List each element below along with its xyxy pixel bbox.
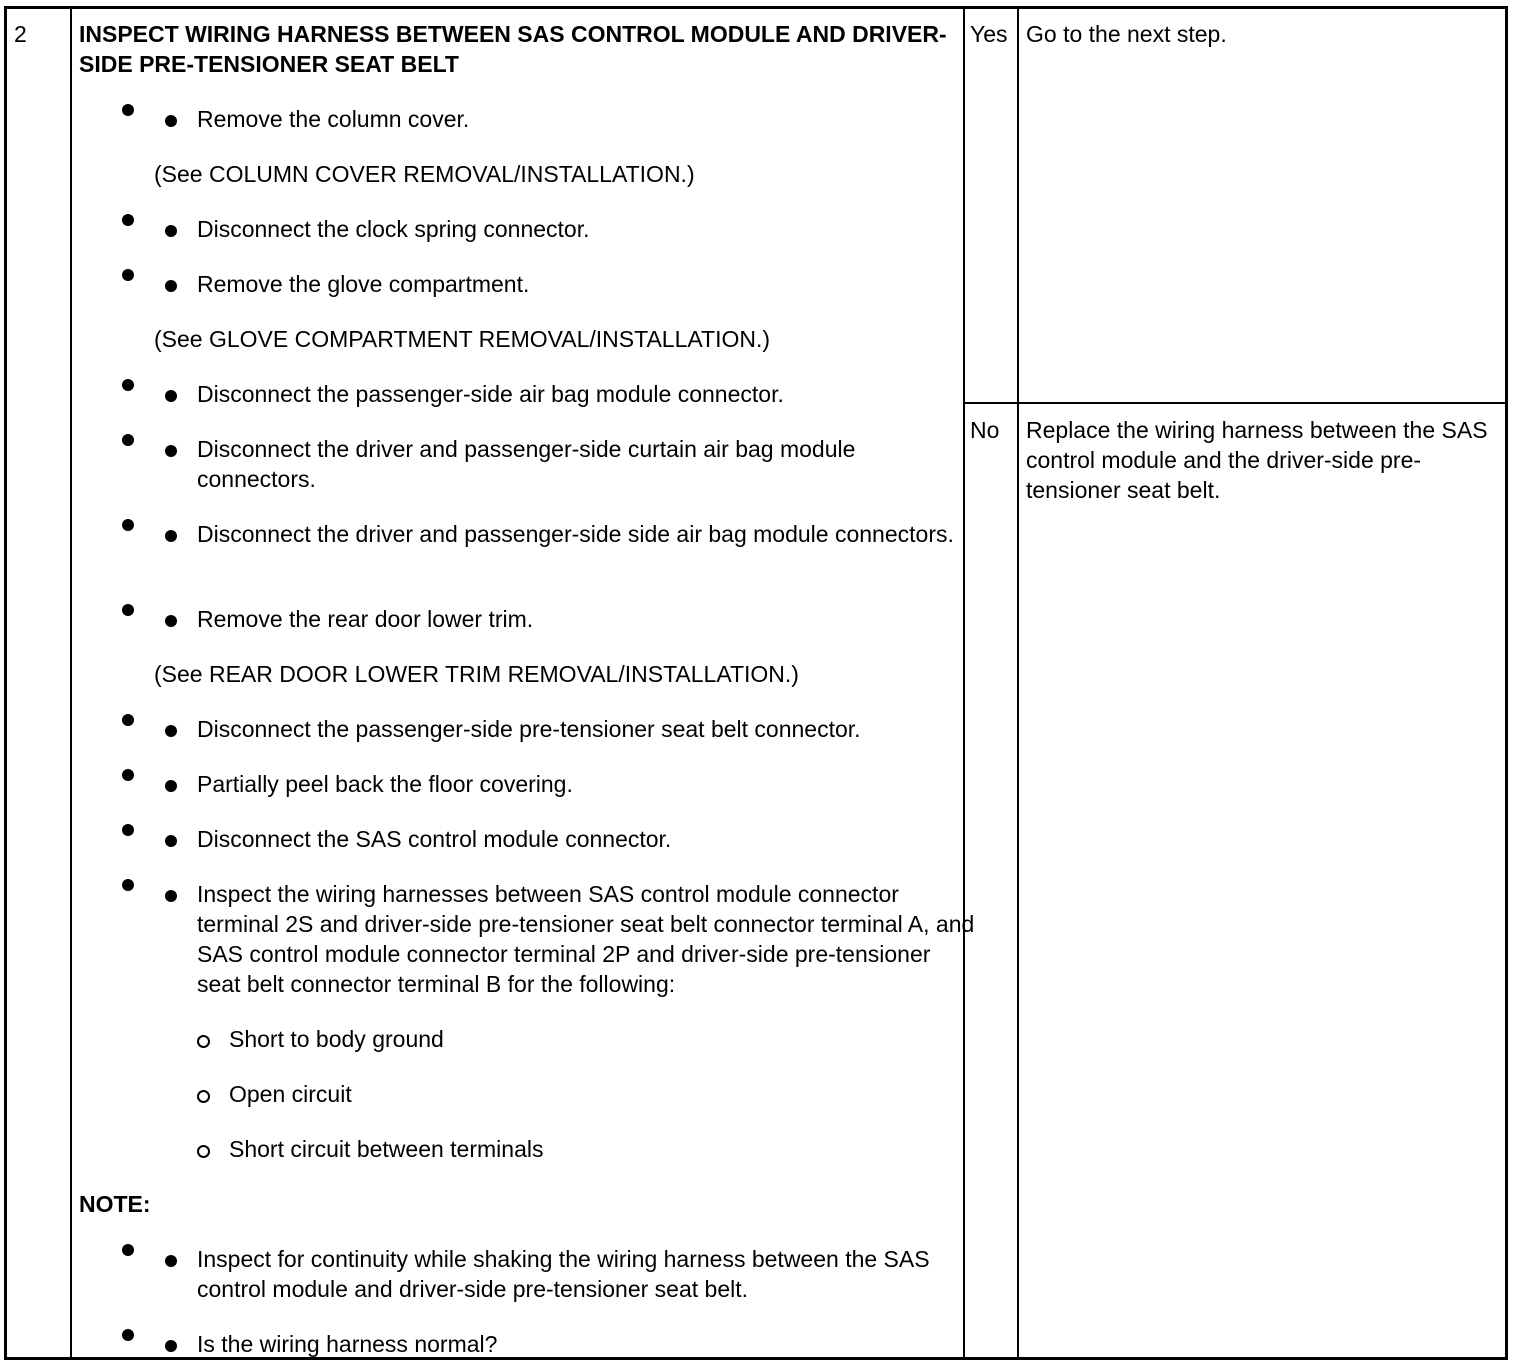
list-item <box>122 769 573 797</box>
item-text: Short circuit between terminals <box>229 1136 544 1162</box>
column-divider-action <box>1017 9 1019 1357</box>
yes-action: Go to the next step. <box>1026 21 1227 47</box>
hollow-bullet-icon <box>197 1090 210 1103</box>
list-item <box>122 824 672 852</box>
item-text: Short to body ground <box>229 1026 444 1052</box>
hollow-bullet-icon <box>197 1145 210 1158</box>
item-text: Remove the glove compartment. <box>197 271 530 297</box>
item-text: Partially peel back the floor covering. <box>197 771 573 797</box>
list-item <box>122 434 856 492</box>
item-text: Inspect the wiring harnesses between SAS control module connector terminal 2S and driver-side pre-tensioner seat belt connector terminal A, and SAS control module connector terminal 2P and driver-side pre-tensioner seat belt connector terminal B for the following: <box>197 881 975 997</box>
bullet-icon <box>165 725 177 737</box>
list-item <box>122 379 784 407</box>
list-item <box>122 214 590 242</box>
item-text: (See REAR DOOR LOWER TRIM REMOVAL/INSTALLATION.) <box>154 661 799 687</box>
item-text: Disconnect the SAS control module connector. <box>197 826 672 852</box>
bullet-icon <box>165 225 177 237</box>
bullet-icon <box>165 615 177 627</box>
bullet-icon <box>165 835 177 847</box>
item-text: Disconnect the passenger-side pre-tensioner seat belt connector. <box>197 716 861 742</box>
bullet-icon <box>165 445 177 457</box>
list-item <box>122 1244 930 1302</box>
item-text: (See COLUMN COVER REMOVAL/INSTALLATION.) <box>154 161 695 187</box>
bullet-icon <box>165 115 177 127</box>
item-text: Is the wiring harness normal? <box>197 1331 498 1357</box>
list-item <box>122 269 530 297</box>
item-text: Disconnect the passenger-side air bag module connector. <box>197 381 784 407</box>
item-text: Open circuit <box>229 1081 352 1107</box>
list-item <box>122 714 861 742</box>
bullet-icon <box>165 780 177 792</box>
list-item <box>122 879 975 997</box>
item-text: Remove the rear door lower trim. <box>197 606 534 632</box>
bullet-icon <box>165 890 177 902</box>
item-text: (See GLOVE COMPARTMENT REMOVAL/INSTALLATION.) <box>154 326 771 352</box>
no-label: No <box>970 417 1000 443</box>
list-item <box>122 104 470 132</box>
yes-no-divider <box>963 402 1505 404</box>
item-text: Disconnect the driver and passenger-side side air bag module connectors. <box>197 521 954 547</box>
list-item <box>122 1329 498 1357</box>
hollow-bullet-icon <box>197 1035 210 1048</box>
column-divider-number <box>70 9 72 1357</box>
item-text: Disconnect the driver and passenger-side curtain air bag module connectors. <box>197 436 856 492</box>
bullet-icon <box>165 280 177 292</box>
diagnostic-step-table <box>4 6 1508 1360</box>
bullet-icon <box>165 1340 177 1352</box>
item-text: Remove the column cover. <box>197 106 470 132</box>
bullet-icon <box>165 1255 177 1267</box>
no-action: Replace the wiring harness between the SAS control module and the driver-side pre-tensioner seat belt. <box>1026 417 1488 503</box>
item-text: Inspect for continuity while shaking the wiring harness between the SAS control module and driver-side pre-tensioner seat belt. <box>197 1246 930 1302</box>
list-item <box>122 604 534 632</box>
item-text: NOTE: <box>79 1191 151 1217</box>
item-text: Disconnect the clock spring connector. <box>197 216 590 242</box>
list-item <box>122 519 954 547</box>
step-number: 2 <box>14 21 27 47</box>
bullet-icon <box>165 390 177 402</box>
yes-label: Yes <box>970 21 1008 47</box>
step-title: INSPECT WIRING HARNESS BETWEEN SAS CONTROL MODULE AND DRIVER-SIDE PRE-TENSIONER SEAT BELT <box>79 21 947 77</box>
bullet-icon <box>165 530 177 542</box>
